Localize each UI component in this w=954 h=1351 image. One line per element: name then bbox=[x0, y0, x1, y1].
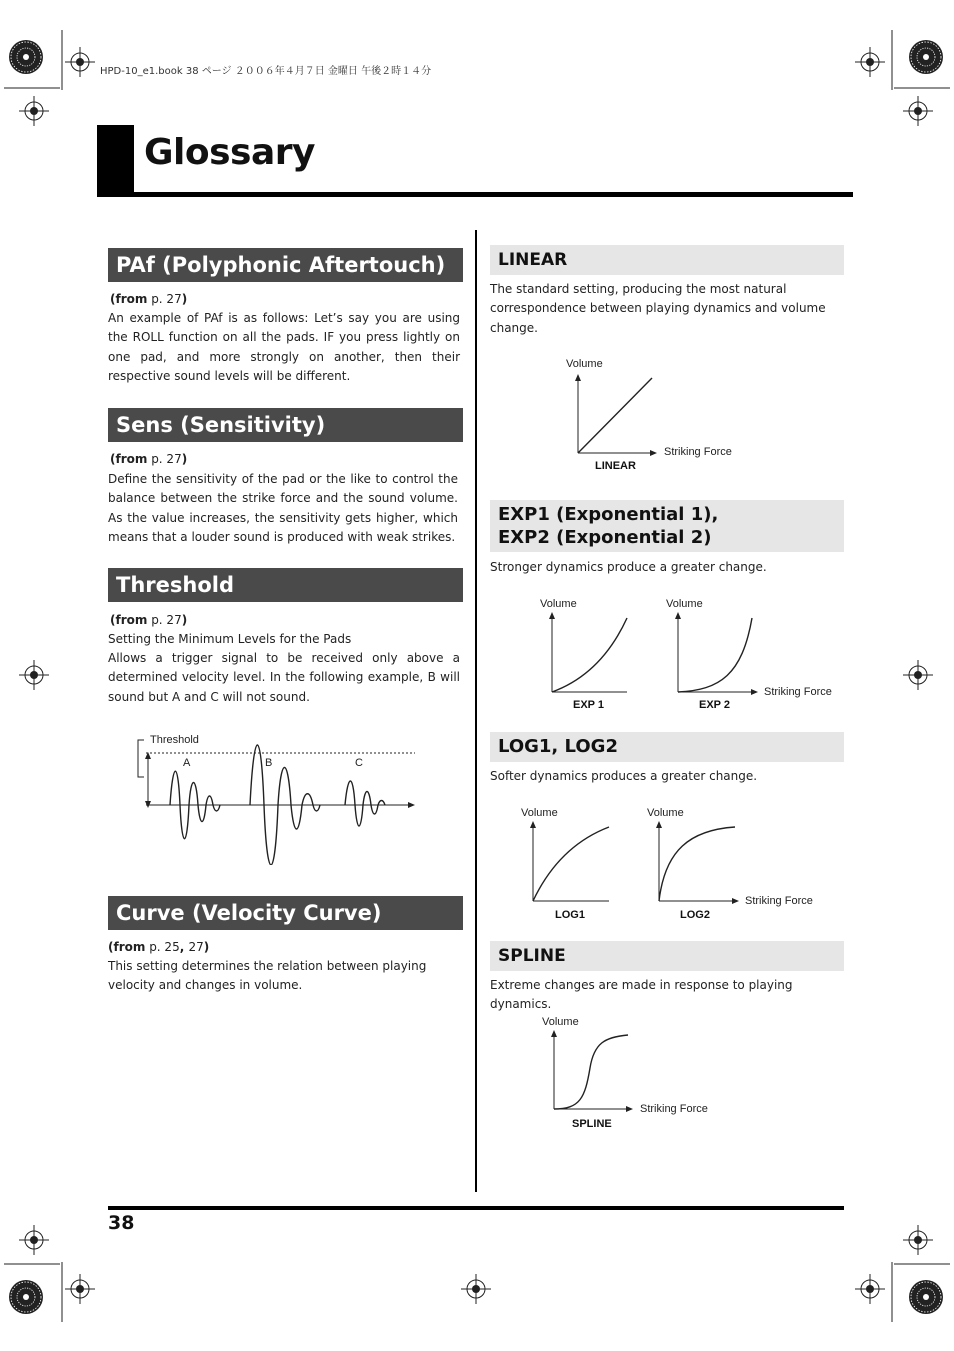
sens-body: Define the sensitivity of the pad or the like to control the balance between the strike force and the sound volume. As the value increases, the sensitivity gets higher, which means that a louder sound is produced with weak strikes. bbox=[108, 472, 458, 545]
log-heading: LOG1, LOG2 bbox=[490, 732, 844, 762]
curve-body: This setting determines the relation between playing velocity and changes in volume. bbox=[108, 959, 427, 993]
title-rule bbox=[97, 192, 853, 197]
exp-force-label: Striking Force bbox=[764, 686, 832, 698]
paf-heading-text: PAf (Polyphonic Aftertouch) bbox=[116, 253, 446, 277]
log2-volume-label: Volume bbox=[647, 807, 684, 819]
print-info: HPD-10_e1.book 38 ページ ２００６年４月７日 金曜日 午後２時１４分 bbox=[100, 66, 432, 77]
sens-from: (from p. 27) bbox=[110, 452, 188, 466]
wave-c bbox=[345, 781, 385, 826]
threshold-bracket bbox=[138, 740, 144, 777]
title-marker-block bbox=[97, 125, 134, 195]
exp-heading-line2: EXP2 (Exponential 2) bbox=[498, 527, 712, 548]
page-title: Glossary bbox=[144, 132, 315, 173]
exp1-curve bbox=[552, 618, 627, 692]
exp-heading bbox=[490, 500, 844, 552]
spline-body: Extreme changes are made in response to playing dynamics. bbox=[490, 978, 793, 1012]
log-graphs bbox=[510, 805, 830, 925]
exp-graphs bbox=[530, 595, 850, 715]
exp-body: Stronger dynamics produce a greater change. bbox=[490, 560, 767, 574]
log2-curve bbox=[659, 827, 735, 901]
linear-force-label: Striking Force bbox=[664, 446, 732, 458]
linear-body: The standard setting, producing the most natural correspondence between playing dynamics and volume change. bbox=[490, 282, 826, 335]
log-force-label: Striking Force bbox=[745, 895, 813, 907]
log-body: Softer dynamics produces a greater change. bbox=[490, 769, 758, 783]
curve-from: (from p. 25, 27) bbox=[108, 940, 210, 954]
exp1-volume-label: Volume bbox=[540, 598, 577, 610]
paf-from: (from p. 27) bbox=[110, 292, 188, 306]
exp-heading-line1: EXP1 (Exponential 1), bbox=[498, 504, 719, 525]
curve-heading bbox=[108, 896, 463, 930]
linear-heading: LINEAR bbox=[490, 245, 844, 275]
exp2-curve bbox=[678, 618, 752, 692]
page-number: 38 bbox=[108, 1212, 135, 1234]
paf-body: An example of PAf is as follows: Let’s say you are using the ROLL function on all the pads. IF you press lightly on one pad, and more strongly on another, then their respective sound levels will be different. bbox=[108, 311, 460, 384]
linear-volume-label: Volume bbox=[566, 358, 603, 370]
wave-c-label: C bbox=[355, 757, 363, 769]
threshold-heading bbox=[108, 568, 463, 602]
sens-heading-text: Sens (Sensitivity) bbox=[116, 413, 326, 437]
linear-graph bbox=[560, 355, 760, 480]
spline-graph bbox=[530, 1013, 750, 1133]
threshold-diagram bbox=[130, 725, 430, 865]
linear-curve bbox=[578, 378, 652, 453]
wave-b-label: B bbox=[265, 757, 273, 769]
threshold-line1: Setting the Minimum Levels for the Pads bbox=[108, 632, 352, 646]
log1-caption: LOG1 bbox=[555, 909, 585, 921]
log1-volume-label: Volume bbox=[521, 807, 558, 819]
spline-heading: SPLINE bbox=[490, 941, 844, 971]
wave-a-label: A bbox=[183, 757, 191, 769]
threshold-body: Allows a trigger signal to be received only above a determined velocity level. In the following example, B will sound but A and C will not sound. bbox=[108, 651, 460, 704]
spline-force-label: Striking Force bbox=[640, 1103, 708, 1115]
threshold-from: (from p. 27) bbox=[110, 613, 188, 627]
curve-heading-text: Curve (Velocity Curve) bbox=[116, 901, 382, 925]
paf-heading bbox=[108, 248, 463, 282]
sens-heading bbox=[108, 408, 463, 442]
footer-rule bbox=[108, 1206, 844, 1210]
log2-caption: LOG2 bbox=[680, 909, 710, 921]
log1-curve bbox=[533, 827, 609, 901]
linear-caption: LINEAR bbox=[595, 460, 636, 472]
exp1-caption: EXP 1 bbox=[573, 699, 604, 711]
exp2-volume-label: Volume bbox=[666, 598, 703, 610]
spline-volume-label: Volume bbox=[542, 1016, 579, 1028]
spline-curve bbox=[554, 1035, 628, 1109]
exp2-caption: EXP 2 bbox=[699, 699, 730, 711]
column-divider bbox=[475, 230, 477, 1192]
spline-caption: SPLINE bbox=[572, 1118, 612, 1130]
threshold-heading-text: Threshold bbox=[116, 573, 234, 597]
threshold-label: Threshold bbox=[150, 734, 199, 746]
